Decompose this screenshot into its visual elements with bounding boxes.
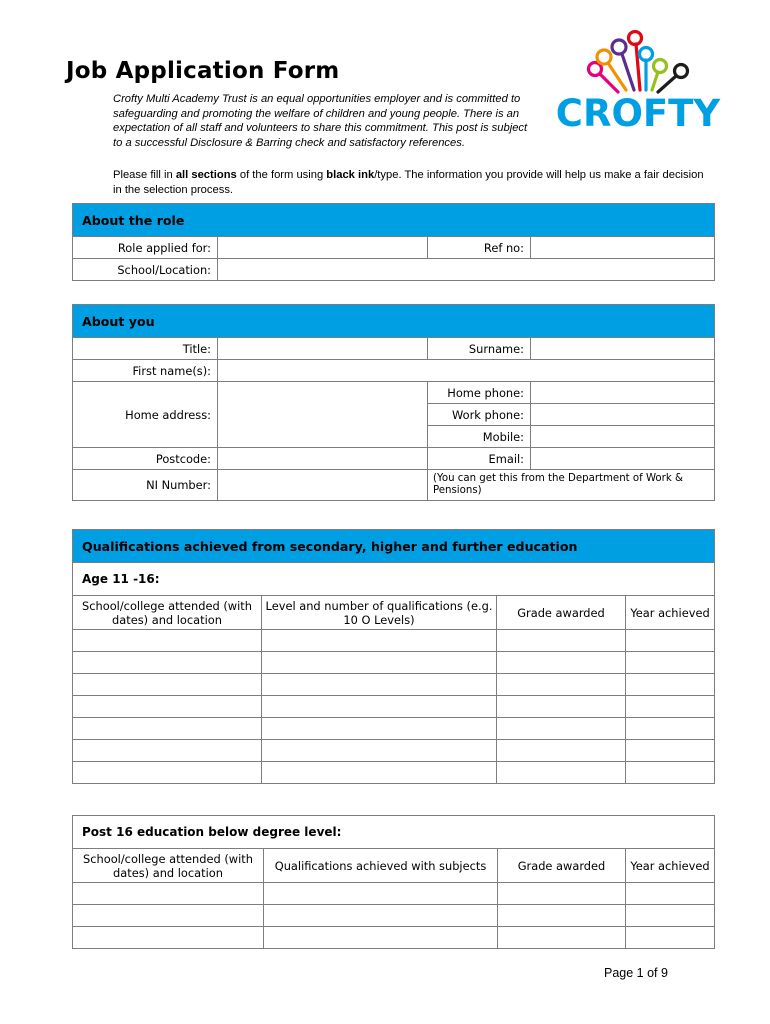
email-label: Email: <box>428 448 531 470</box>
table-row <box>73 762 715 784</box>
table-cell[interactable] <box>262 718 497 740</box>
instructions-bold-sections: all sections <box>175 169 237 181</box>
page-number: Page 1 of 9 <box>604 966 668 980</box>
table-cell[interactable] <box>626 740 715 762</box>
postcode-label: Postcode: <box>73 448 218 470</box>
table-cell[interactable] <box>264 883 498 905</box>
table-cell[interactable] <box>73 718 262 740</box>
table-cell[interactable] <box>73 762 262 784</box>
age-11-16-heading: Age 11 -16: <box>73 563 715 596</box>
table-row <box>73 883 715 905</box>
logo-wordmark: CROFTY <box>555 92 721 130</box>
section-heading-qualifications: Qualifications achieved from secondary, higher and further education <box>73 530 715 563</box>
table-cell[interactable] <box>262 630 497 652</box>
home-address-label: Home address: <box>73 382 218 448</box>
table-cell[interactable] <box>626 762 715 784</box>
table-cell[interactable] <box>626 883 715 905</box>
table-cell[interactable] <box>73 927 264 949</box>
table-cell[interactable] <box>73 905 264 927</box>
crofty-logo <box>548 30 728 130</box>
table-cell[interactable] <box>73 630 262 652</box>
table-cell[interactable] <box>497 674 626 696</box>
intro-text: Crofty Multi Academy Trust is an equal opportunities employer and is committed to safeguarding and promoting the welfare of children and young people. There is an expectation of all staff and volunteers to share this commitment. This post is subject to a successful Disclosure & Barring check and satisfactory references. <box>113 93 528 149</box>
table-cell[interactable] <box>497 740 626 762</box>
table-cell[interactable] <box>497 630 626 652</box>
ni-number-field[interactable] <box>218 470 428 501</box>
logo-circle <box>597 50 611 64</box>
title-field[interactable] <box>218 338 428 360</box>
table-cell[interactable] <box>73 652 262 674</box>
table-cell[interactable] <box>626 718 715 740</box>
school-location-field[interactable] <box>218 259 715 281</box>
work-phone-label: Work phone: <box>428 404 531 426</box>
school-location-label: School/Location: <box>73 259 218 281</box>
logo-circle <box>629 32 642 45</box>
email-field[interactable] <box>531 448 715 470</box>
table-cell[interactable] <box>626 652 715 674</box>
table-row <box>73 905 715 927</box>
column-header-grade: Grade awarded <box>498 849 626 883</box>
table-cell[interactable] <box>73 674 262 696</box>
table-cell[interactable] <box>626 630 715 652</box>
logo-circle <box>675 65 688 78</box>
page-title: Job Application Form <box>66 58 340 84</box>
instructions-part: of the form using <box>236 169 327 181</box>
table-cell[interactable] <box>626 905 715 927</box>
ni-number-label: NI Number: <box>73 470 218 501</box>
instructions-bold-ink: black ink <box>326 169 375 181</box>
table-cell[interactable] <box>498 905 626 927</box>
role-applied-field[interactable] <box>218 237 428 259</box>
table-cell[interactable] <box>498 883 626 905</box>
logo-stem <box>652 72 658 90</box>
column-header-school: School/college attended (with dates) and location <box>73 596 262 630</box>
table-cell[interactable] <box>262 696 497 718</box>
table-cell[interactable] <box>73 696 262 718</box>
mobile-label: Mobile: <box>428 426 531 448</box>
work-phone-field[interactable] <box>531 404 715 426</box>
instructions-part: Please fill in <box>113 169 176 181</box>
home-phone-label: Home phone: <box>428 382 531 404</box>
table-cell[interactable] <box>262 674 497 696</box>
table-cell[interactable] <box>73 883 264 905</box>
post16-heading: Post 16 education below degree level: <box>73 816 715 849</box>
table-cell[interactable] <box>497 718 626 740</box>
table-row <box>73 630 715 652</box>
table-cell[interactable] <box>264 905 498 927</box>
column-header-qualifications: Qualifications achieved with subjects <box>264 849 498 883</box>
table-row <box>73 740 715 762</box>
title-label: Title: <box>73 338 218 360</box>
logo-circle <box>612 40 626 54</box>
table-cell[interactable] <box>626 696 715 718</box>
home-phone-field[interactable] <box>531 382 715 404</box>
logo-circle <box>654 60 667 73</box>
table-cell[interactable] <box>262 740 497 762</box>
column-header-year: Year achieved <box>626 596 715 630</box>
mobile-field[interactable] <box>531 426 715 448</box>
about-you-table <box>72 304 715 501</box>
logo-stem <box>658 76 676 92</box>
table-row <box>73 927 715 949</box>
table-cell[interactable] <box>626 674 715 696</box>
logo-circle <box>589 63 602 76</box>
ref-no-label: Ref no: <box>428 237 531 259</box>
ni-number-note: (You can get this from the Department of Work & Pensions) <box>428 470 715 501</box>
column-header-school: School/college attended (with dates) and location <box>73 849 264 883</box>
table-cell[interactable] <box>262 762 497 784</box>
section-heading-role: About the role <box>73 204 715 237</box>
instructions-part: /type. The information you provide will help us make a fair decision in the selection process. <box>113 169 704 196</box>
column-header-level: Level and number of qualifications (e.g. 10 O Levels) <box>262 596 497 630</box>
first-name-field[interactable] <box>218 360 715 382</box>
table-cell[interactable] <box>626 927 715 949</box>
postcode-field[interactable] <box>218 448 428 470</box>
section-heading-you: About you <box>73 305 715 338</box>
post16-table <box>72 815 715 949</box>
about-role-table <box>72 203 715 281</box>
instructions-text <box>113 168 713 197</box>
table-cell[interactable] <box>497 762 626 784</box>
table-cell[interactable] <box>262 652 497 674</box>
table-cell[interactable] <box>264 927 498 949</box>
surname-field[interactable] <box>531 338 715 360</box>
table-row <box>73 652 715 674</box>
first-name-label: First name(s): <box>73 360 218 382</box>
surname-label: Surname: <box>428 338 531 360</box>
qualifications-table <box>72 529 715 784</box>
table-cell[interactable] <box>497 652 626 674</box>
table-row <box>73 696 715 718</box>
ref-no-field[interactable] <box>531 237 715 259</box>
table-row <box>73 718 715 740</box>
column-header-year: Year achieved <box>626 849 715 883</box>
column-header-grade: Grade awarded <box>497 596 626 630</box>
table-cell[interactable] <box>498 927 626 949</box>
table-cell[interactable] <box>73 740 262 762</box>
home-address-field[interactable] <box>218 382 428 448</box>
table-cell[interactable] <box>497 696 626 718</box>
role-applied-label: Role applied for: <box>73 237 218 259</box>
table-row <box>73 674 715 696</box>
